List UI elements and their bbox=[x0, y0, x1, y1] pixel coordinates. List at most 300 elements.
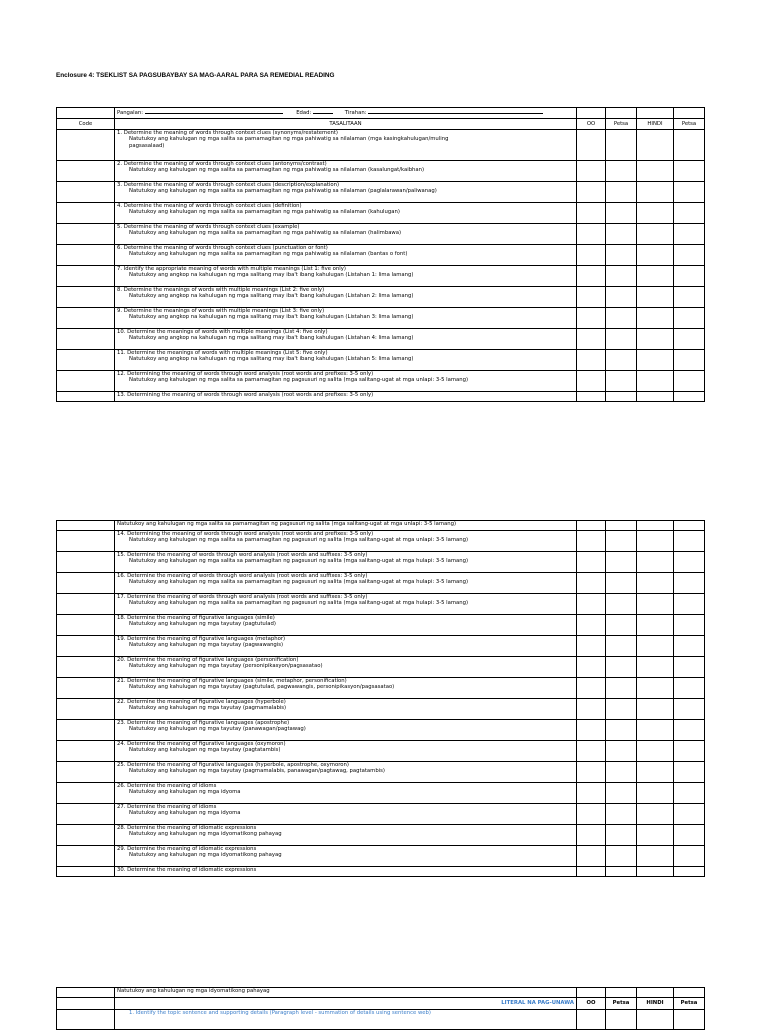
skill-cell bbox=[115, 552, 577, 573]
oo-cell[interactable] bbox=[577, 266, 606, 287]
code-cell[interactable] bbox=[57, 657, 115, 678]
petsa-cell[interactable] bbox=[606, 392, 637, 402]
skill-cell bbox=[115, 825, 577, 846]
table-row bbox=[57, 329, 705, 350]
petsa2-cell[interactable] bbox=[674, 130, 705, 161]
hindi-cell[interactable] bbox=[637, 657, 674, 678]
skill-english: 12. Determining the meaning of words through word analysis (root words and prefixes: 3-5 only) bbox=[117, 371, 374, 377]
skill-filipino: Natutukoy ang angkop na kahulugan ng mga salitang may iba't ibang kahulugan (Listahan 5: lima lamang) bbox=[129, 356, 414, 363]
hindi-cell[interactable] bbox=[637, 224, 674, 245]
skill-filipino: Natutukoy ang kahulugan ng mga idyomatikong pahayag bbox=[129, 831, 282, 838]
oo-cell[interactable] bbox=[577, 657, 606, 678]
hindi-cell[interactable] bbox=[637, 594, 674, 615]
petsa2-cell[interactable] bbox=[674, 552, 705, 573]
continued-item: Natutukoy ang kahulugan ng mga salita sa pamamagitan ng pagsusuri ng salita (mga salitang-ugat at mga unlapi: 3-5 lamang) bbox=[115, 521, 577, 531]
hindi-cell[interactable] bbox=[637, 615, 674, 636]
hindi-cell[interactable] bbox=[637, 182, 674, 203]
skill-cell bbox=[115, 720, 577, 741]
oo-cell[interactable] bbox=[577, 182, 606, 203]
skill-filipino: Natutukoy ang kahulugan ng mga tayutay (pagtutulad) bbox=[129, 621, 276, 628]
section-title: LITERAL NA PAG-UNAWA bbox=[115, 998, 577, 1010]
skill-cell bbox=[115, 615, 577, 636]
skill-filipino: Natutukoy ang kahulugan ng mga salita sa pamamagitan ng pagsusuri ng salita (mga salitang-ugat at mga unlapi: 3-5 lamang) bbox=[129, 377, 469, 384]
table-row bbox=[57, 224, 705, 245]
skill-cell bbox=[115, 804, 577, 825]
petsa2-cell[interactable] bbox=[674, 846, 705, 867]
hindi-cell[interactable] bbox=[637, 846, 674, 867]
code-cell[interactable] bbox=[57, 308, 115, 329]
skill-english: 8. Determine the meanings of words with multiple meanings (List 2: five only) bbox=[117, 287, 325, 293]
skill-cell bbox=[115, 657, 577, 678]
hindi-cell[interactable] bbox=[637, 573, 674, 594]
hindi-cell[interactable] bbox=[637, 988, 674, 998]
petsa2-cell[interactable] bbox=[674, 350, 705, 371]
oo-cell[interactable] bbox=[577, 130, 606, 161]
skill-cell bbox=[115, 867, 577, 877]
table-row bbox=[57, 531, 705, 552]
code-cell[interactable] bbox=[57, 699, 115, 720]
petsa2-cell[interactable] bbox=[674, 287, 705, 308]
table-row bbox=[57, 552, 705, 573]
skill-cell bbox=[115, 531, 577, 552]
petsa2-cell[interactable] bbox=[674, 531, 705, 552]
code-cell[interactable] bbox=[57, 825, 115, 846]
table-row bbox=[57, 161, 705, 182]
skill-filipino: Natutukoy ang kahulugan ng mga idyomatikong pahayag bbox=[129, 852, 282, 859]
code-cell[interactable] bbox=[57, 161, 115, 182]
skill-filipino: Natutukoy ang kahulugan ng mga tayutay (pagtatambis) bbox=[129, 747, 281, 754]
petsa-cell[interactable] bbox=[606, 531, 637, 552]
hindi-cell[interactable] bbox=[637, 531, 674, 552]
skill-filipino: Natutukoy ang angkop na kahulugan ng mga salitang may iba't ibang kahulugan (Listahan 1: lima lamang) bbox=[129, 272, 414, 279]
skill-filipino: Natutukoy ang angkop na kahulugan ng mga salitang may iba't ibang kahulugan (Listahan 3: lima lamang) bbox=[129, 314, 414, 321]
hindi-cell[interactable] bbox=[637, 521, 674, 531]
hindi-cell[interactable] bbox=[637, 741, 674, 762]
skill-filipino-continued: pagsasalaad) bbox=[129, 142, 165, 149]
skill-filipino: Natutukoy ang kahulugan ng mga tayutay (pagwawangis) bbox=[129, 642, 284, 649]
petsa2-cell[interactable] bbox=[674, 867, 705, 877]
petsa-header: Petsa bbox=[606, 119, 637, 130]
skill-english: 25. Determine the meaning of figurative languages (hyperbole, apostrophe, oxymoron) bbox=[117, 762, 349, 768]
hindi-cell[interactable] bbox=[637, 552, 674, 573]
hindi-cell[interactable] bbox=[637, 287, 674, 308]
oo-cell[interactable] bbox=[577, 783, 606, 804]
petsa-cell[interactable] bbox=[606, 329, 637, 350]
oo-cell[interactable] bbox=[577, 531, 606, 552]
table-row bbox=[57, 988, 705, 998]
table-row bbox=[57, 741, 705, 762]
petsa2-cell[interactable] bbox=[674, 762, 705, 783]
hindi-cell[interactable] bbox=[637, 762, 674, 783]
checklist-table-2 bbox=[56, 520, 705, 877]
table-row bbox=[57, 350, 705, 371]
skill-filipino: Natutukoy ang kahulugan ng mga idyoma bbox=[129, 789, 241, 796]
petsa-cell[interactable] bbox=[606, 130, 637, 161]
code-cell[interactable] bbox=[57, 594, 115, 615]
skill-english: 5. Determine the meaning of words through context clues (example) bbox=[117, 224, 300, 230]
table-row bbox=[57, 287, 705, 308]
skill-filipino: Natutukoy ang angkop na kahulugan ng mga salitang may iba't ibang kahulugan (Listahan 4: lima lamang) bbox=[129, 335, 414, 342]
oo-cell[interactable] bbox=[577, 203, 606, 224]
oo-cell[interactable] bbox=[577, 825, 606, 846]
skill-english: 16. Determine the meaning of words through word analysis (root words and suffixes: 3-5 only) bbox=[117, 573, 368, 579]
skill-filipino: Natutukoy ang kahulugan ng mga salita sa pamamagitan ng pagsusuri ng salita (mga salitang-ugat at mga hulapi: 3-5 lamang) bbox=[129, 558, 469, 565]
petsa-cell[interactable] bbox=[606, 741, 637, 762]
table-row bbox=[57, 245, 705, 266]
oo-cell[interactable] bbox=[577, 594, 606, 615]
petsa-cell[interactable] bbox=[606, 804, 637, 825]
continued-item: Natutukoy ang kahulugan ng mga idyomatikong pahayag bbox=[115, 988, 577, 998]
skill-english: 13. Determining the meaning of words through word analysis (root words and prefixes: 3-5 only) bbox=[117, 392, 374, 398]
oo-cell[interactable] bbox=[577, 573, 606, 594]
skill-cell bbox=[115, 161, 577, 182]
skill-filipino: Natutukoy ang kahulugan ng mga salita sa pamamagitan ng mga pahiwatig sa nilalaman (bantas o font) bbox=[129, 251, 408, 258]
petsa-cell[interactable] bbox=[606, 636, 637, 657]
name-label: Pangalan: bbox=[117, 110, 144, 116]
skill-english: 30. Determine the meaning of idiomatic expressions bbox=[117, 867, 257, 873]
petsa-cell[interactable] bbox=[606, 245, 637, 266]
table-row bbox=[57, 804, 705, 825]
oo-cell[interactable] bbox=[577, 350, 606, 371]
skill-cell bbox=[115, 741, 577, 762]
skill-cell bbox=[115, 636, 577, 657]
skill-filipino: Natutukoy ang kahulugan ng mga salita sa pamamagitan ng mga pahiwatig sa nilalaman (kahulugan) bbox=[129, 209, 400, 216]
table-row bbox=[57, 203, 705, 224]
skill-english: 26. Determine the meaning of idioms bbox=[117, 783, 217, 789]
oo-cell[interactable] bbox=[577, 521, 606, 531]
petsa2-cell[interactable] bbox=[674, 203, 705, 224]
petsa-cell[interactable] bbox=[606, 762, 637, 783]
hindi-cell[interactable] bbox=[637, 203, 674, 224]
table-row bbox=[57, 371, 705, 392]
code-header: Code bbox=[57, 119, 115, 130]
petsa-cell[interactable] bbox=[606, 594, 637, 615]
table-row bbox=[57, 783, 705, 804]
petsa2-cell[interactable] bbox=[674, 266, 705, 287]
skill-english: 11. Determine the meanings of words with multiple meanings (List 5: five only) bbox=[117, 350, 328, 356]
hindi-cell[interactable] bbox=[637, 825, 674, 846]
oo-cell[interactable] bbox=[577, 720, 606, 741]
skill-cell bbox=[115, 392, 577, 402]
oo-cell[interactable] bbox=[577, 161, 606, 182]
hindi-cell[interactable] bbox=[637, 804, 674, 825]
skill-cell bbox=[115, 371, 577, 392]
skill-english: 27. Determine the meaning of idioms bbox=[117, 804, 217, 810]
skill-english: 19. Determine the meaning of figurative languages (metaphor) bbox=[117, 636, 286, 642]
code-cell[interactable] bbox=[57, 531, 115, 552]
hindi-cell[interactable] bbox=[637, 720, 674, 741]
petsa2-cell[interactable] bbox=[674, 161, 705, 182]
code-cell[interactable] bbox=[57, 245, 115, 266]
code-cell[interactable] bbox=[57, 130, 115, 161]
skill-filipino: Natutukoy ang kahulugan ng mga salita sa pamamagitan ng mga pahiwatig sa nilalaman (halimbawa) bbox=[129, 230, 402, 237]
hindi-cell[interactable] bbox=[637, 161, 674, 182]
skill-cell bbox=[115, 783, 577, 804]
code-cell[interactable] bbox=[57, 615, 115, 636]
skill-filipino: Natutukoy ang kahulugan ng mga salita sa pamamagitan ng mga pahiwatig sa nilalaman (kasalungat/kaibhan) bbox=[129, 167, 425, 174]
table-row bbox=[57, 130, 705, 161]
code-cell[interactable] bbox=[57, 804, 115, 825]
skill-english: 3. Determine the meaning of words through context clues (description/explanation) bbox=[117, 182, 340, 188]
skill-cell bbox=[115, 182, 577, 203]
skill-filipino: Natutukoy ang kahulugan ng mga tayutay (pagmamalabis) bbox=[129, 705, 287, 712]
skill-filipino: Natutukoy ang kahulugan ng mga salita sa pamamagitan ng pagsusuri ng salita (mga salitang-ugat at mga unlapi: 3-5 lamang) bbox=[129, 537, 469, 544]
hindi-cell[interactable] bbox=[637, 371, 674, 392]
hindi-header: HINDI bbox=[637, 998, 674, 1010]
skill-cell bbox=[115, 245, 577, 266]
petsa2-cell[interactable] bbox=[674, 783, 705, 804]
code-cell[interactable] bbox=[57, 678, 115, 699]
code-cell[interactable] bbox=[57, 371, 115, 392]
table-row bbox=[57, 762, 705, 783]
petsa2-cell[interactable] bbox=[674, 182, 705, 203]
petsa2-cell[interactable] bbox=[674, 657, 705, 678]
petsa-cell[interactable] bbox=[606, 287, 637, 308]
petsa2-header: Petsa bbox=[674, 119, 705, 130]
skill-english: 1. Determine the meaning of words through context clues (synonyms/restatement) bbox=[117, 130, 338, 136]
table-row bbox=[57, 1010, 705, 1030]
code-cell[interactable] bbox=[57, 552, 115, 573]
hindi-cell[interactable] bbox=[637, 392, 674, 402]
petsa-cell[interactable] bbox=[606, 552, 637, 573]
hindi-cell[interactable] bbox=[637, 130, 674, 161]
hindi-cell[interactable] bbox=[637, 350, 674, 371]
petsa-cell[interactable] bbox=[606, 825, 637, 846]
table-row bbox=[57, 615, 705, 636]
literal-item-1: 1. Identify the topic sentence and supporting details (Paragraph level - summation of details using sentence web) bbox=[115, 1010, 577, 1030]
skill-filipino: Natutukoy ang kahulugan ng mga salita sa pamamagitan ng pagsusuri ng salita (mga salitang-ugat at mga hulapi: 3-5 lamang) bbox=[129, 600, 469, 607]
oo-header: OO bbox=[577, 119, 606, 130]
table-row bbox=[57, 182, 705, 203]
petsa-cell[interactable] bbox=[606, 988, 637, 998]
petsa2-cell[interactable] bbox=[674, 825, 705, 846]
skill-cell bbox=[115, 287, 577, 308]
petsa2-cell[interactable] bbox=[674, 804, 705, 825]
skill-english: 22. Determine the meaning of figurative languages (hyperbole) bbox=[117, 699, 286, 705]
table-row bbox=[57, 867, 705, 877]
table-row bbox=[57, 699, 705, 720]
oo-cell[interactable] bbox=[577, 762, 606, 783]
petsa-cell[interactable] bbox=[606, 867, 637, 877]
petsa2-cell[interactable] bbox=[674, 988, 705, 998]
skill-cell bbox=[115, 678, 577, 699]
oo-cell[interactable] bbox=[577, 867, 606, 877]
oo-cell[interactable] bbox=[577, 287, 606, 308]
code-cell[interactable] bbox=[57, 762, 115, 783]
petsa-cell[interactable] bbox=[606, 203, 637, 224]
hindi-cell[interactable] bbox=[637, 329, 674, 350]
oo-cell[interactable] bbox=[577, 699, 606, 720]
skill-cell bbox=[115, 130, 577, 161]
oo-header: OO bbox=[577, 998, 606, 1010]
hindi-cell[interactable] bbox=[637, 308, 674, 329]
skill-filipino: Natutukoy ang kahulugan ng mga tayutay (pagtutulad, pagwawangis, personipikasyon/pagsasatao) bbox=[129, 684, 395, 691]
petsa-cell[interactable] bbox=[606, 657, 637, 678]
skill-cell bbox=[115, 203, 577, 224]
code-cell[interactable] bbox=[57, 329, 115, 350]
skill-english: 29. Determine the meaning of idiomatic expressions bbox=[117, 846, 257, 852]
code-cell[interactable] bbox=[57, 741, 115, 762]
petsa2-cell[interactable] bbox=[674, 573, 705, 594]
oo-cell[interactable] bbox=[577, 371, 606, 392]
address-field[interactable] bbox=[368, 108, 543, 114]
skill-english: 14. Determining the meaning of words through word analysis (root words and prefixes: 3-5 only) bbox=[117, 531, 374, 537]
table-row bbox=[57, 521, 705, 531]
skill-filipino: Natutukoy ang angkop na kahulugan ng mga salitang may iba't ibang kahulugan (Listahan 2: lima lamang) bbox=[129, 293, 414, 300]
oo-cell[interactable] bbox=[577, 846, 606, 867]
petsa-cell[interactable] bbox=[606, 308, 637, 329]
code-cell[interactable] bbox=[57, 720, 115, 741]
table-row bbox=[57, 573, 705, 594]
petsa-cell[interactable] bbox=[606, 615, 637, 636]
petsa-cell[interactable] bbox=[606, 224, 637, 245]
section-header-row bbox=[57, 998, 705, 1010]
skill-cell bbox=[115, 846, 577, 867]
skill-english: 20. Determine the meaning of figurative languages (personification) bbox=[117, 657, 299, 663]
skill-filipino: Natutukoy ang kahulugan ng mga salita sa pamamagitan ng mga pahiwatig sa nilalaman (mga kasingkahulugan/muling bbox=[129, 136, 449, 143]
age-field[interactable] bbox=[313, 108, 333, 114]
skill-english: 4. Determine the meaning of words through context clues (definition) bbox=[117, 203, 302, 209]
oo-cell[interactable] bbox=[577, 678, 606, 699]
petsa2-cell[interactable] bbox=[674, 594, 705, 615]
skill-cell bbox=[115, 762, 577, 783]
petsa2-cell[interactable] bbox=[674, 392, 705, 402]
skill-english: 2. Determine the meaning of words through context clues (antonyms/contrast) bbox=[117, 161, 327, 167]
skill-english: 9. Determine the meanings of words with multiple meanings (List 3: five only) bbox=[117, 308, 325, 314]
skill-cell bbox=[115, 329, 577, 350]
hindi-cell[interactable] bbox=[637, 783, 674, 804]
petsa-header: Petsa bbox=[606, 998, 637, 1010]
checklist-table-1 bbox=[56, 107, 705, 402]
hindi-cell[interactable] bbox=[637, 266, 674, 287]
code-cell[interactable] bbox=[57, 846, 115, 867]
petsa-cell[interactable] bbox=[606, 573, 637, 594]
petsa2-cell[interactable] bbox=[674, 636, 705, 657]
petsa2-header: Petsa bbox=[674, 998, 705, 1010]
code-cell[interactable] bbox=[57, 636, 115, 657]
hindi-cell[interactable] bbox=[637, 245, 674, 266]
code-cell[interactable] bbox=[57, 350, 115, 371]
oo-cell[interactable] bbox=[577, 224, 606, 245]
skill-filipino: Natutukoy ang kahulugan ng mga salita sa pamamagitan ng pagsusuri ng salita (mga salitang-ugat at mga hulapi: 3-5 lamang) bbox=[129, 579, 469, 586]
petsa-cell[interactable] bbox=[606, 678, 637, 699]
oo-cell[interactable] bbox=[577, 988, 606, 998]
document-title: Enclosure 4: TSEKLIST SA PAGSUBAYBAY SA MAG-AARAL PARA SA REMEDIAL READING bbox=[56, 72, 335, 79]
table-row bbox=[57, 392, 705, 402]
hindi-cell[interactable] bbox=[637, 699, 674, 720]
petsa2-cell[interactable] bbox=[674, 699, 705, 720]
petsa-cell[interactable] bbox=[606, 720, 637, 741]
code-cell[interactable] bbox=[57, 266, 115, 287]
table-row bbox=[57, 594, 705, 615]
petsa-cell[interactable] bbox=[606, 371, 637, 392]
petsa2-cell[interactable] bbox=[674, 615, 705, 636]
oo-cell[interactable] bbox=[577, 741, 606, 762]
petsa2-cell[interactable] bbox=[674, 224, 705, 245]
petsa2-cell[interactable] bbox=[674, 245, 705, 266]
skill-filipino: Natutukoy ang kahulugan ng mga tayutay (panawagan/pagtawag) bbox=[129, 726, 306, 733]
petsa2-cell[interactable] bbox=[674, 308, 705, 329]
code-cell[interactable] bbox=[57, 224, 115, 245]
code-cell[interactable] bbox=[57, 203, 115, 224]
hindi-cell[interactable] bbox=[637, 678, 674, 699]
header-row bbox=[57, 119, 705, 130]
skill-cell bbox=[115, 224, 577, 245]
petsa-cell[interactable] bbox=[606, 266, 637, 287]
petsa2-cell[interactable] bbox=[674, 329, 705, 350]
table-row bbox=[57, 266, 705, 287]
oo-cell[interactable] bbox=[577, 552, 606, 573]
skill-english: 24. Determine the meaning of figurative languages (oxymoron) bbox=[117, 741, 286, 747]
skill-cell bbox=[115, 266, 577, 287]
oo-cell[interactable] bbox=[577, 615, 606, 636]
skill-english: 17. Determine the meaning of words through word analysis (root words and suffixes: 3-5 only) bbox=[117, 594, 368, 600]
petsa2-cell[interactable] bbox=[674, 371, 705, 392]
code-cell[interactable] bbox=[57, 783, 115, 804]
name-field[interactable] bbox=[145, 108, 283, 114]
skill-cell bbox=[115, 308, 577, 329]
code-cell[interactable] bbox=[57, 287, 115, 308]
petsa2-cell[interactable] bbox=[674, 1010, 705, 1030]
oo-cell[interactable] bbox=[577, 804, 606, 825]
petsa2-cell[interactable] bbox=[674, 741, 705, 762]
petsa2-cell[interactable] bbox=[674, 521, 705, 531]
table-row bbox=[57, 657, 705, 678]
petsa2-cell[interactable] bbox=[674, 678, 705, 699]
petsa-cell[interactable] bbox=[606, 783, 637, 804]
table-row bbox=[57, 308, 705, 329]
skill-cell bbox=[115, 699, 577, 720]
code-cell[interactable] bbox=[57, 573, 115, 594]
skill-english: 15. Determine the meaning of words through word analysis (root words and suffixes: 3-5 only) bbox=[117, 552, 368, 558]
skill-cell bbox=[115, 594, 577, 615]
petsa2-cell[interactable] bbox=[674, 720, 705, 741]
code-cell[interactable] bbox=[57, 867, 115, 877]
petsa-cell[interactable] bbox=[606, 699, 637, 720]
table-row bbox=[57, 825, 705, 846]
table-row bbox=[57, 720, 705, 741]
skill-english: 7. Identify the appropriate meaning of words with multiple meanings (List 1: five only) bbox=[117, 266, 346, 272]
skill-english: 6. Determine the meaning of words through context clues (punctuation or font) bbox=[117, 245, 328, 251]
oo-cell[interactable] bbox=[577, 636, 606, 657]
skill-english: 18. Determine the meaning of figurative languages (simile) bbox=[117, 615, 275, 621]
hindi-cell[interactable] bbox=[637, 636, 674, 657]
code-cell[interactable] bbox=[57, 182, 115, 203]
oo-cell[interactable] bbox=[577, 308, 606, 329]
oo-cell[interactable] bbox=[577, 392, 606, 402]
form-row bbox=[57, 108, 705, 119]
code-cell[interactable] bbox=[57, 392, 115, 402]
oo-cell[interactable] bbox=[577, 1010, 606, 1030]
petsa-cell[interactable] bbox=[606, 521, 637, 531]
petsa-cell[interactable] bbox=[606, 1010, 637, 1030]
oo-cell[interactable] bbox=[577, 329, 606, 350]
petsa-cell[interactable] bbox=[606, 846, 637, 867]
skill-english: 10. Determine the meanings of words with multiple meanings (List 4: five only) bbox=[117, 329, 328, 335]
petsa-cell[interactable] bbox=[606, 182, 637, 203]
oo-cell[interactable] bbox=[577, 245, 606, 266]
petsa-cell[interactable] bbox=[606, 161, 637, 182]
skill-cell bbox=[115, 350, 577, 371]
skill-filipino: Natutukoy ang kahulugan ng mga salita sa pamamagitan ng mga pahiwatig sa nilalaman (paglalarawan/paliwanag) bbox=[129, 188, 437, 195]
skill-filipino: Natutukoy ang kahulugan ng mga tayutay (personipikasyon/pagsasatao) bbox=[129, 663, 323, 670]
hindi-cell[interactable] bbox=[637, 1010, 674, 1030]
table-row bbox=[57, 678, 705, 699]
hindi-cell[interactable] bbox=[637, 867, 674, 877]
petsa-cell[interactable] bbox=[606, 350, 637, 371]
hindi-header: HINDI bbox=[637, 119, 674, 130]
table-row bbox=[57, 846, 705, 867]
